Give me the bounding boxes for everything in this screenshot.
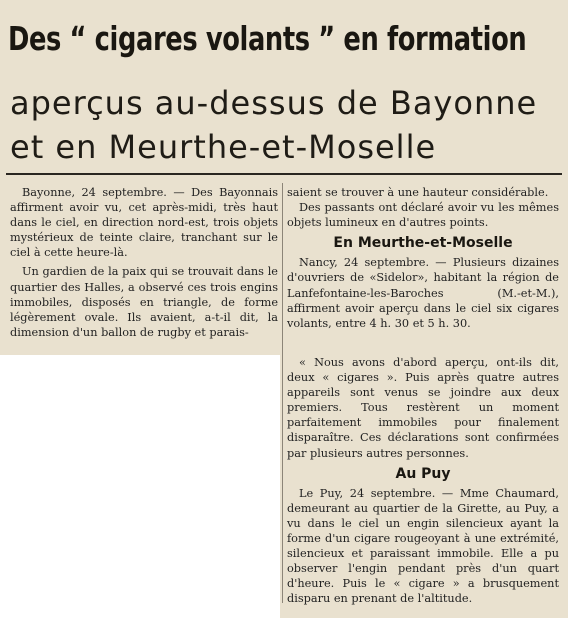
paragraph-bayonne: Bayonne, 24 septembre. — Des Bayonnais affirment avoir vu, cet après-midi, très haut dans le ciel, en direction nord-est, trois objets mystérieux de teinte claire, tranchant sur le ciel à cette heure-là. [10, 186, 278, 260]
subhead-puy: Au Puy [395, 465, 451, 482]
right-column-bottom [287, 355, 559, 607]
left-column [10, 185, 278, 340]
paragraph-puy: Le Puy, 24 septembre. — Mme Chaumard, demeurant au quartier de la Girette, au Puy, a vu dans le ciel un engin silencieux ayant la forme d'un cigare rougeoyant à une extrémité, silencieux et paraissant immobile. Elle a pu observer l'engin pendant près d'un quart d'heure. Puis le « cigare » a brusquement disparu en prenant de l'altitude. [287, 486, 559, 606]
subheadline-line2: et en Meurthe-et-Moselle [10, 128, 437, 166]
paragraph-nancy: Nancy, 24 septembre. — Plusieurs dizaines d'ouvriers de «Sidelor», habitant la région de Lanfefontaine-les-Baroches (M.-et-M.), affirment avoir aperçu dans le ciel six cigares volants, entre 4 h. 30 et 5 h. 30. [287, 256, 559, 330]
paragraph-continuation: saient se trouver à une hauteur considérable. [287, 186, 549, 199]
column-divider [282, 183, 283, 603]
paragraph-gardien: Un gardien de la paix qui se trouvait dans le quartier des Halles, a observé ces trois engins immobiles, disposés en triangle, de forme légèrement ovale. Ils avaient, a-t-il dit, la dimension d'un ballon de rugby et parais- [10, 265, 278, 339]
headline-rule [6, 173, 562, 175]
headline: Des “ cigares volants ” en formation [8, 19, 527, 58]
right-column-top [287, 185, 559, 331]
paragraph-passants: Des passants ont déclaré avoir vu les mêmes objets lumineux en d'autres points. [287, 201, 559, 230]
subhead-meurthe: En Meurthe-et-Moselle [333, 235, 513, 252]
subheadline-line1: aperçus au-dessus de Bayonne [10, 84, 538, 122]
paragraph-temoignage: « Nous avons d'abord aperçu, ont-ils dit, deux « cigares ». Puis après quatre autres appareils sont venus se joindre aux deux premiers. Tous restèrent un moment parfaitement immobiles pour finalement disparaître. Ces déclarations sont confirmées par plusieurs autres personnes. [287, 356, 559, 460]
